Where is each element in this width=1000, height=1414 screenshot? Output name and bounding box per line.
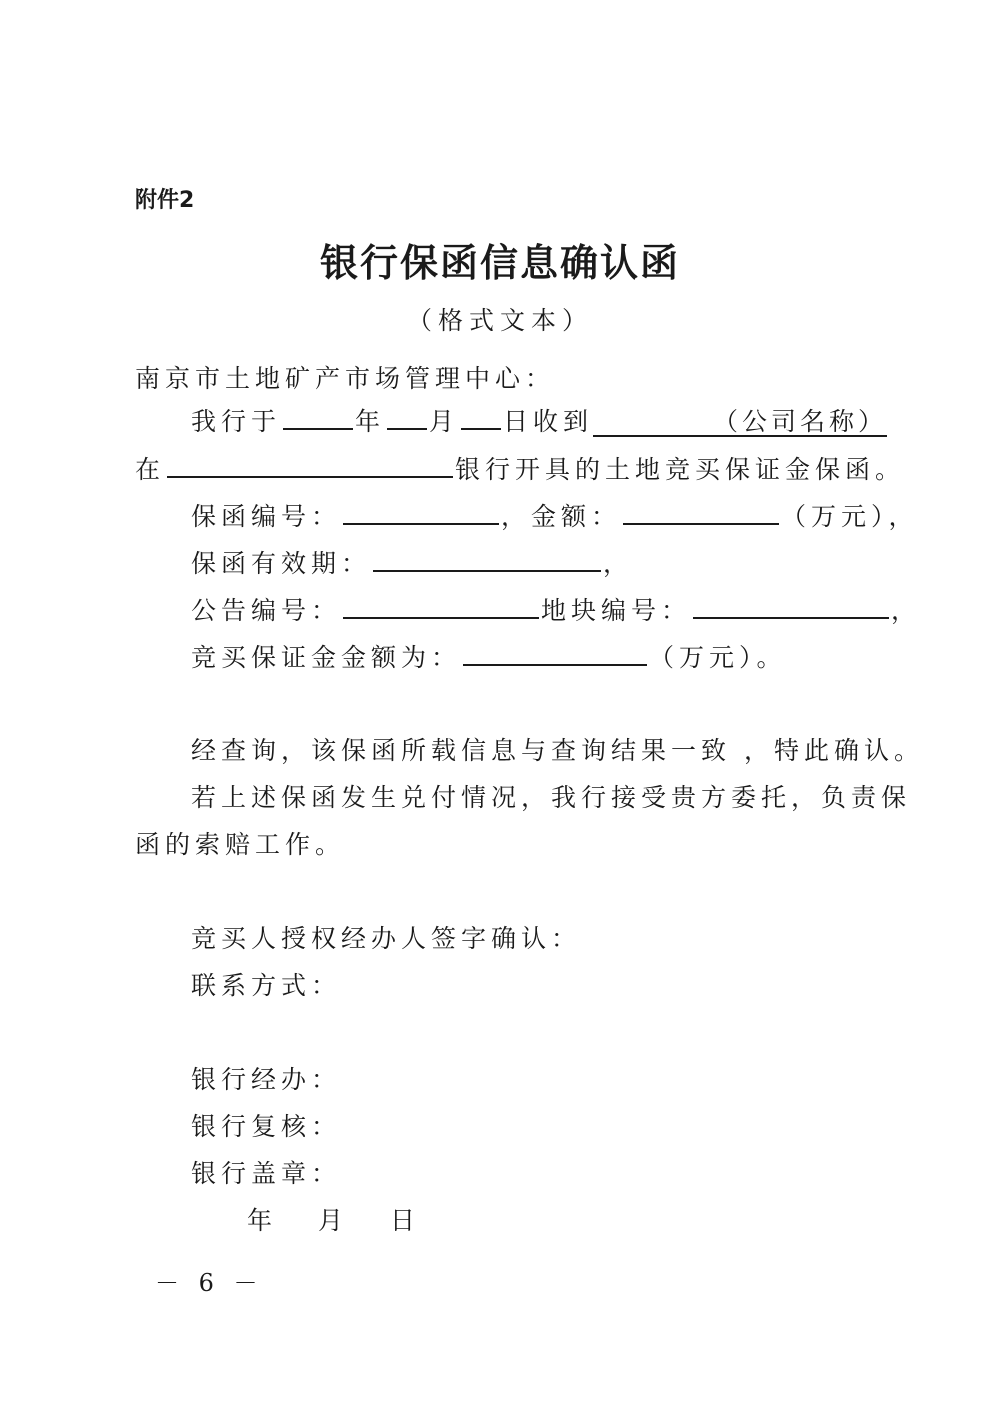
line1-year: 年 bbox=[355, 407, 386, 436]
amount-blank[interactable] bbox=[623, 503, 779, 525]
parcel-number-blank[interactable] bbox=[693, 597, 889, 619]
date-month: 月 bbox=[318, 1206, 349, 1235]
day-blank[interactable] bbox=[461, 408, 501, 430]
line4-comma: ， bbox=[603, 549, 634, 578]
year-blank[interactable] bbox=[283, 408, 353, 430]
company-name-field[interactable]: （公司名称） bbox=[593, 409, 887, 437]
deposit-amount-unit: （万元）。 bbox=[649, 643, 787, 672]
page-subtitle: （格式文本） bbox=[406, 306, 593, 335]
validity-blank[interactable] bbox=[373, 550, 601, 572]
parcel-number-label: 地块编号： bbox=[541, 596, 692, 625]
amount-label: 金额： bbox=[531, 502, 622, 531]
bidder-signature-label: 竞买人授权经办人签字确认： bbox=[191, 924, 582, 953]
bank-seal-label: 银行盖章： bbox=[191, 1159, 342, 1188]
deposit-amount-label: 竞买保证金金额为： bbox=[191, 643, 462, 672]
contact-label: 联系方式： bbox=[191, 971, 342, 1000]
amount-unit: （万元）， bbox=[781, 502, 919, 531]
announcement-number-label: 公告编号： bbox=[191, 596, 342, 625]
bank-name-blank[interactable] bbox=[167, 456, 453, 478]
validity-label: 保函有效期： bbox=[191, 549, 372, 578]
line1-prefix: 我行于 bbox=[191, 407, 282, 436]
month-blank[interactable] bbox=[387, 408, 427, 430]
announcement-number-blank[interactable] bbox=[343, 597, 539, 619]
line-announcement bbox=[191, 597, 921, 623]
line3-comma: ， bbox=[501, 502, 532, 531]
addressee: 南京市土地矿产市场管理中心： bbox=[135, 364, 556, 393]
bank-handler-label: 银行经办： bbox=[191, 1065, 342, 1094]
page-number: － 6 － bbox=[155, 1269, 264, 1297]
attachment-label: 附件2 bbox=[135, 188, 195, 213]
line-received bbox=[191, 408, 887, 437]
guarantee-number-blank[interactable] bbox=[343, 503, 499, 525]
line2-prefix: 在 bbox=[135, 455, 166, 484]
line1-month: 月 bbox=[429, 407, 460, 436]
line5-comma: ， bbox=[891, 596, 922, 625]
line2-suffix: 银行开具的土地竞买保证金保函。 bbox=[455, 455, 906, 484]
line-guarantee-number bbox=[191, 503, 919, 529]
guarantee-number-label: 保函编号： bbox=[191, 502, 342, 531]
line1-day-received: 日收到 bbox=[503, 407, 594, 436]
claim-paragraph-line2: 函的索赔工作。 bbox=[135, 830, 346, 859]
date-year: 年 bbox=[247, 1206, 278, 1235]
line-issuing-bank bbox=[135, 456, 905, 482]
date-day: 日 bbox=[390, 1206, 421, 1235]
page-title: 银行保函信息确认函 bbox=[319, 240, 680, 285]
line-deposit-amount bbox=[191, 644, 787, 670]
deposit-amount-blank[interactable] bbox=[463, 644, 647, 666]
line-validity bbox=[191, 550, 633, 576]
claim-paragraph-line1: 若上述保函发生兑付情况，我行接受贵方委托，负责保 bbox=[191, 783, 912, 812]
bank-review-label: 银行复核： bbox=[191, 1112, 342, 1141]
confirmation-paragraph: 经查询，该保函所载信息与查询结果一致 ，特此确认。 bbox=[191, 736, 924, 765]
